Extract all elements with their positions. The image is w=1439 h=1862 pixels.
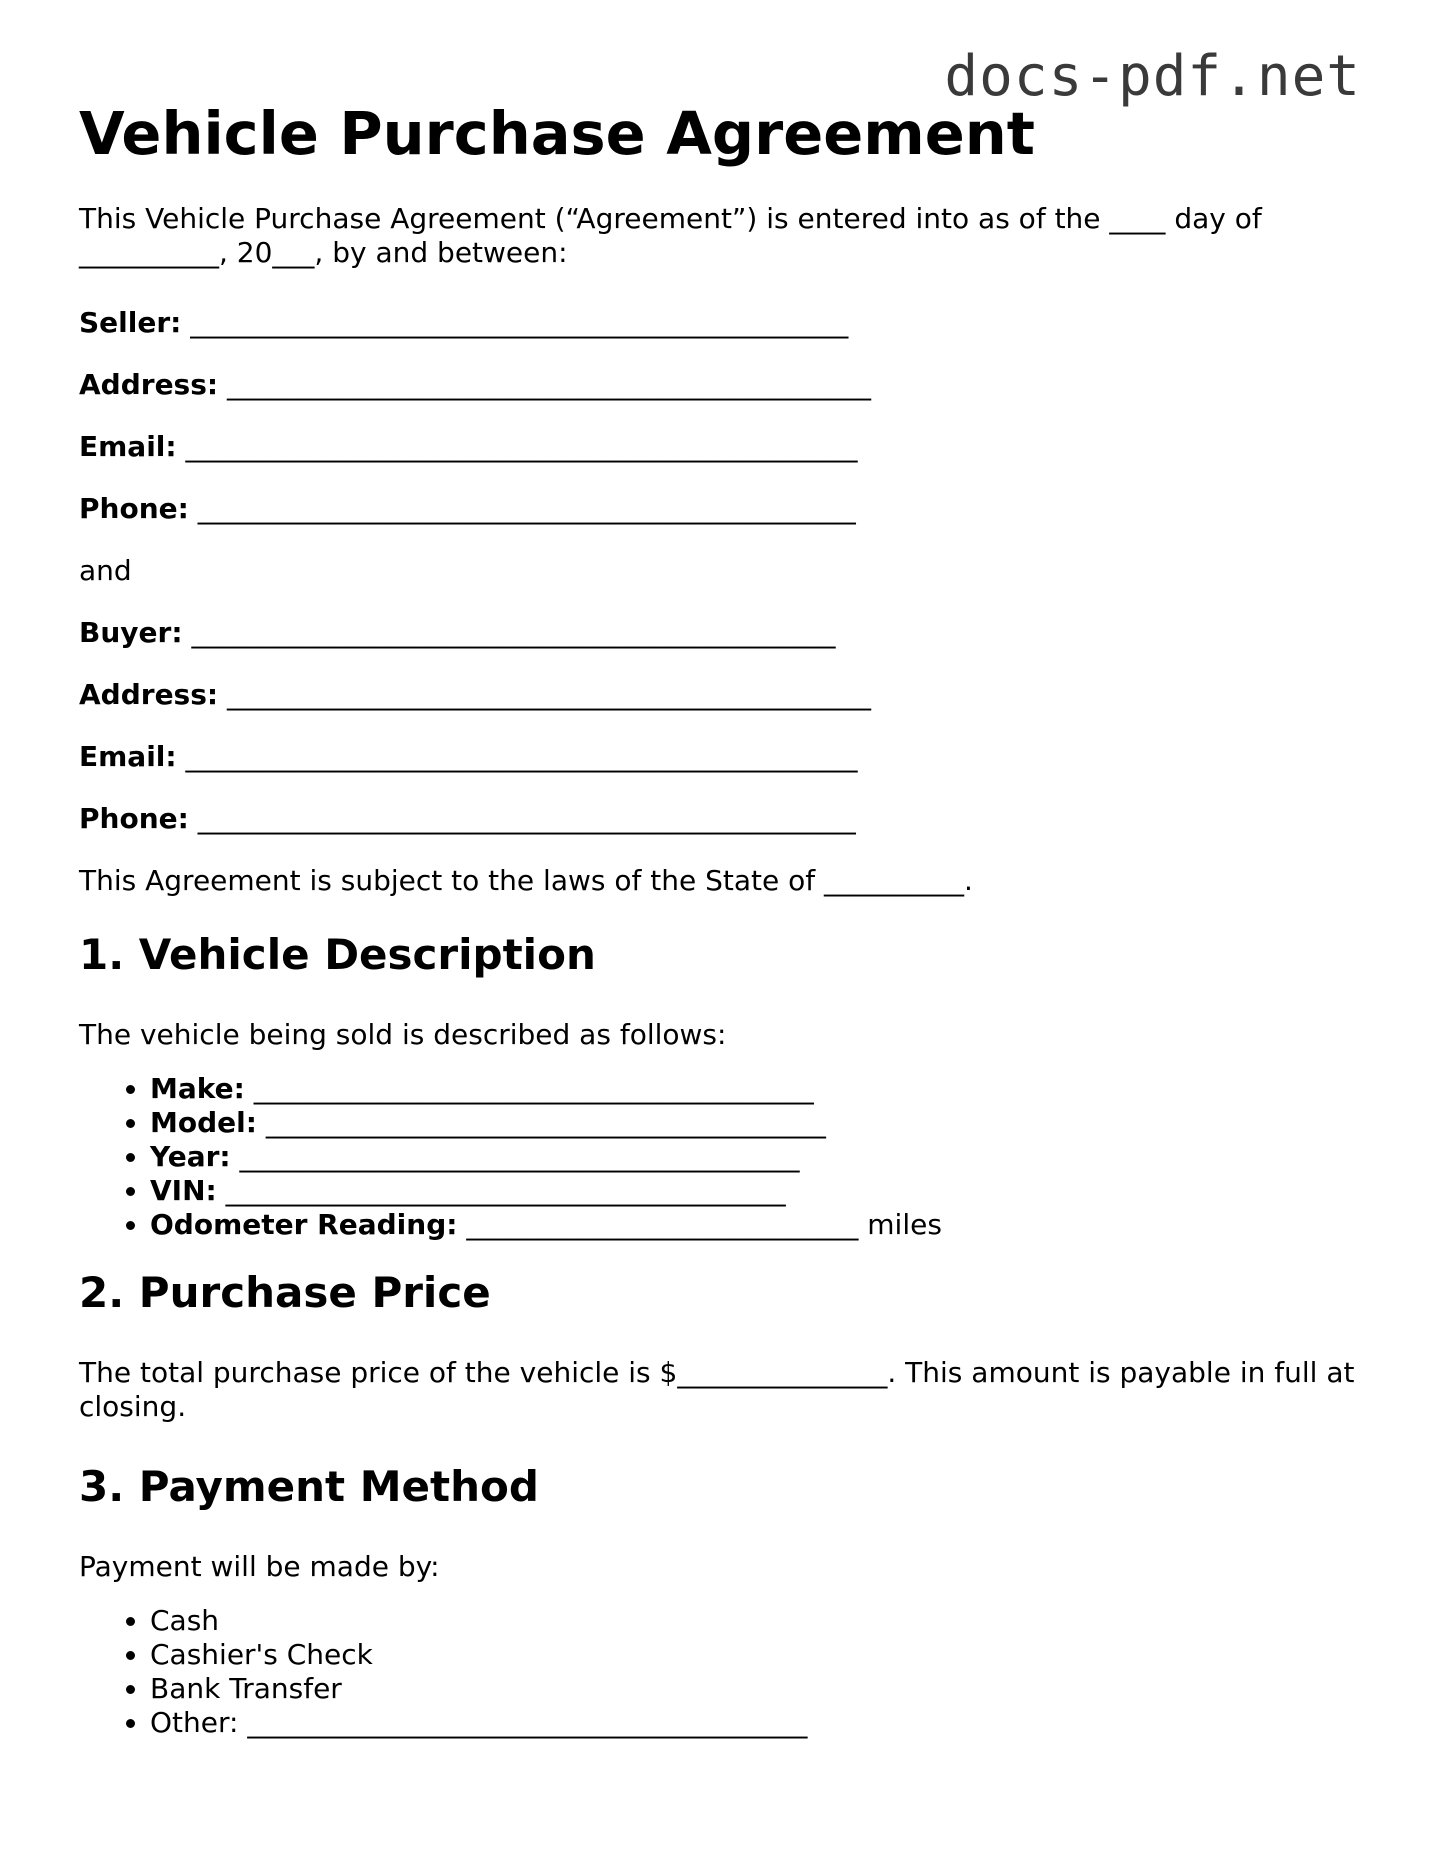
intro-paragraph: This Vehicle Purchase Agreement (“Agreement”) is entered into as of the ____ day of __________, 20___, by and between: (79, 202, 1262, 269)
vehicle-year-item (150, 1140, 1379, 1174)
buyer-phone-blank[interactable]: _______________________________________________ (197, 802, 856, 835)
vehicle-make-item (150, 1072, 1379, 1106)
vehicle-vin-item (150, 1174, 1379, 1208)
section-2-heading: 2. Purchase Price (79, 1268, 491, 1317)
buyer-email-label: Email: (79, 740, 177, 773)
buyer-address-field (79, 678, 1379, 712)
payment-method-list (79, 1604, 1379, 1740)
seller-address-label: Address: (79, 368, 219, 401)
vehicle-vin-blank[interactable]: ________________________________________ (225, 1174, 786, 1207)
seller-email-field (79, 430, 1379, 464)
buyer-phone-label: Phone: (79, 802, 189, 835)
buyer-address-label: Address: (79, 678, 219, 711)
section-1-intro: The vehicle being sold is described as follows: (79, 1018, 727, 1051)
vehicle-model-blank[interactable]: ________________________________________ (265, 1106, 826, 1139)
and-text: and (79, 554, 132, 587)
buyer-name-field (79, 616, 1379, 650)
vehicle-odometer-item (150, 1208, 1379, 1242)
buyer-block (79, 616, 1379, 836)
payment-option-bank-transfer: • Bank Transfer (150, 1672, 1379, 1706)
buyer-name-label: Buyer: (79, 616, 183, 649)
vehicle-make-label: Make: (150, 1072, 245, 1105)
seller-phone-label: Phone: (79, 492, 189, 525)
governing-law-text: This Agreement is subject to the laws of the State of __________. (79, 864, 973, 897)
seller-address-field (79, 368, 1379, 402)
buyer-address-blank[interactable]: ______________________________________________ (227, 678, 871, 711)
seller-name-label: Seller: (79, 306, 182, 339)
buyer-name-blank[interactable]: ______________________________________________ (191, 616, 836, 649)
payment-other-label: Other: (150, 1706, 239, 1739)
payment-option-cashiers-check: • Cashier's Check (150, 1638, 1379, 1672)
seller-address-blank[interactable]: ______________________________________________ (227, 368, 871, 401)
section-2-text: The total purchase price of the vehicle is $_______________. This amount is payable in full at closing. (79, 1356, 1355, 1423)
vehicle-vin-label: VIN: (150, 1174, 217, 1207)
vehicle-make-blank[interactable]: ________________________________________ (253, 1072, 814, 1105)
seller-email-blank[interactable]: ________________________________________________ (185, 430, 858, 463)
vehicle-odometer-unit: miles (867, 1208, 942, 1241)
vehicle-description-list (79, 1072, 1379, 1242)
watermark: docs-pdf.net (944, 44, 1361, 109)
buyer-phone-field (79, 802, 1379, 836)
payment-option-other (150, 1706, 1379, 1740)
vehicle-year-blank[interactable]: ________________________________________ (239, 1140, 800, 1173)
seller-block (79, 306, 1379, 526)
vehicle-model-item (150, 1106, 1379, 1140)
seller-email-label: Email: (79, 430, 177, 463)
payment-option-cash: • Cash (150, 1604, 1379, 1638)
seller-phone-blank[interactable]: _______________________________________________ (197, 492, 856, 525)
vehicle-odometer-label: Odometer Reading: (150, 1208, 458, 1241)
section-3-heading: 3. Payment Method (79, 1462, 539, 1511)
buyer-email-field (79, 740, 1379, 774)
document-title: Vehicle Purchase Agreement (79, 99, 1035, 168)
seller-name-field (79, 306, 1379, 340)
document-page (79, 96, 1379, 1740)
section-3-intro: Payment will be made by: (79, 1550, 440, 1583)
section-1-heading: 1. Vehicle Description (79, 930, 596, 979)
vehicle-year-label: Year: (150, 1140, 231, 1173)
vehicle-model-label: Model: (150, 1106, 257, 1139)
vehicle-odometer-blank[interactable]: ____________________________ (466, 1208, 859, 1241)
seller-phone-field (79, 492, 1379, 526)
payment-other-blank[interactable]: ________________________________________ (247, 1706, 808, 1739)
seller-name-blank[interactable]: _______________________________________________ (190, 306, 849, 339)
buyer-email-blank[interactable]: ________________________________________________ (185, 740, 858, 773)
